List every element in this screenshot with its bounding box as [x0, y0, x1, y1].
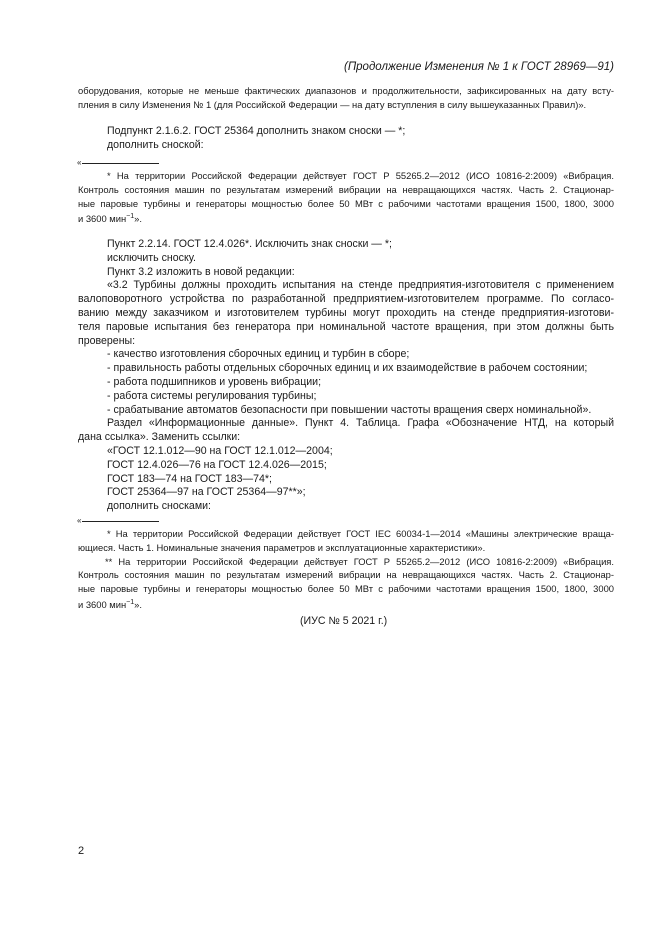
footnote-text: ». [134, 213, 142, 225]
list-item: - работа системы регулирования турбины; [107, 389, 317, 402]
footnote-line: * На территории Российской Федерации действует ГОСТ IEC 60034-1—2014 «Машины электрические враща- [107, 528, 614, 539]
body-line: Пункт 3.2 изложить в новой редакции: [107, 265, 295, 278]
page-number: 2 [78, 845, 85, 857]
footnote-block-1 [78, 160, 614, 226]
footnote-text: и 3600 мин [78, 213, 127, 225]
ius-reference: (ИУС № 5 2021 г.) [300, 615, 388, 627]
body-line: Пункт 2.2.14. ГОСТ 12.4.026*. Исключить знак сноски — *; [107, 238, 392, 250]
body-line: дополнить сноской: [107, 138, 204, 151]
body-line: дополнить сносками: [107, 500, 211, 513]
footnote-block-2 [78, 518, 614, 612]
footnote-separator [78, 518, 614, 527]
body-line: проверены: [78, 334, 136, 347]
footnote-line: Контроль состояния машин по результатам измерений вибрации на невращающихся частях. Часть 2. Стационар- [78, 569, 614, 581]
intro-line: пления в силу Изменения № 1 (для Российской Федерации — на дату вступления в силу вышеуказанных Правил)». [78, 98, 587, 110]
footnote-quote-mark: « [77, 516, 82, 525]
footnote-line: ющиеся. Часть 1. Номинальные значения параметров и эксплуатационные характеристики». [78, 541, 486, 553]
footnote-line: Контроль состояния машин по результатам измерений вибрации на невращающихся частях. Часть 2. Стационар- [78, 183, 614, 195]
intro-line: оборудования, которые не меньше фактических диапазонов и продолжительности, зафиксированных на дату всту- [78, 85, 614, 96]
intro-paragraph [78, 84, 614, 112]
footnote-rule [82, 163, 159, 164]
body-line: дана ссылка». Заменить ссылки: [78, 431, 241, 444]
body-line: ванию между заказчиком и изготовителем турбины могут проходить на стенде предприятия-изготови- [78, 306, 614, 319]
superscript: −1 [126, 213, 135, 221]
reference-line: ГОСТ 25364—97 на ГОСТ 25364—97**»; [107, 486, 306, 499]
list-item: - срабатывание автоматов безопасности при повышении частоты вращения сверх номинальной». [107, 403, 592, 416]
reference-line: «ГОСТ 12.1.012—90 на ГОСТ 12.1.012—2004; [107, 444, 333, 457]
footnote-line: ные паровые турбины и генераторы мощностью более 50 МВт с рабочими частотами вращения 1500, 1800, 3000 [78, 197, 614, 209]
page-header: (Продолжение Изменения № 1 к ГОСТ 28969—91) [344, 61, 614, 73]
footnote-line: ** На территории Российской Федерации действует ГОСТ Р 55265.2—2012 (ИСО 10816-2:2009) «Вибрация. [105, 555, 614, 567]
body-line: «3.2 Турбины должны проходить испытания на стенде предприятия-изготовителя с применением [107, 279, 614, 292]
reference-line: ГОСТ 12.4.026—76 на ГОСТ 12.4.026—2015; [107, 458, 327, 471]
footnote-line: ные паровые турбины и генераторы мощностью более 50 МВт с рабочими частотами вращения 1500, 1800, 3000 [78, 583, 614, 595]
list-item: - работа подшипников и уровень вибрации; [107, 375, 322, 388]
footnote-quote-mark: « [77, 158, 82, 167]
footnote-line [78, 210, 614, 226]
body-line: Раздел «Информационные данные». Пункт 4. Таблица. Графа «Обозначение НТД, на который [107, 417, 614, 430]
reference-line: ГОСТ 183—74 на ГОСТ 183—74*; [107, 472, 272, 485]
body-line: исключить сноску. [107, 251, 196, 264]
list-item: - правильность работы отдельных сборочных единиц и их взаимодействие в рабочем состоянии; [107, 362, 588, 375]
footnote-text: и 3600 мин [78, 598, 127, 610]
body-line: теля паровые испытания без генератора при номинальной частоте вращения, при этом должны быть [78, 320, 614, 333]
subclause-2-1-6-2 [78, 125, 614, 153]
footnote-line [78, 596, 614, 612]
footnote-line: * На территории Российской Федерации действует ГОСТ Р 55265.2—2012 (ИСО 10816-2:2009) «Вибрация. [107, 170, 614, 181]
body-line: валоповоротного устройства по разработанной предприятием-изготовителем программе. По согласо- [78, 293, 614, 306]
body-line: Подпункт 2.1.6.2. ГОСТ 25364 дополнить знаком сноски — *; [107, 125, 406, 137]
footnote-text: ». [134, 598, 142, 610]
superscript: −1 [126, 598, 135, 606]
footnote-rule [82, 521, 159, 522]
footnote-separator [78, 160, 614, 169]
list-item: - качество изготовления сборочных единиц и турбин в сборе; [107, 348, 410, 361]
main-body [78, 238, 614, 514]
